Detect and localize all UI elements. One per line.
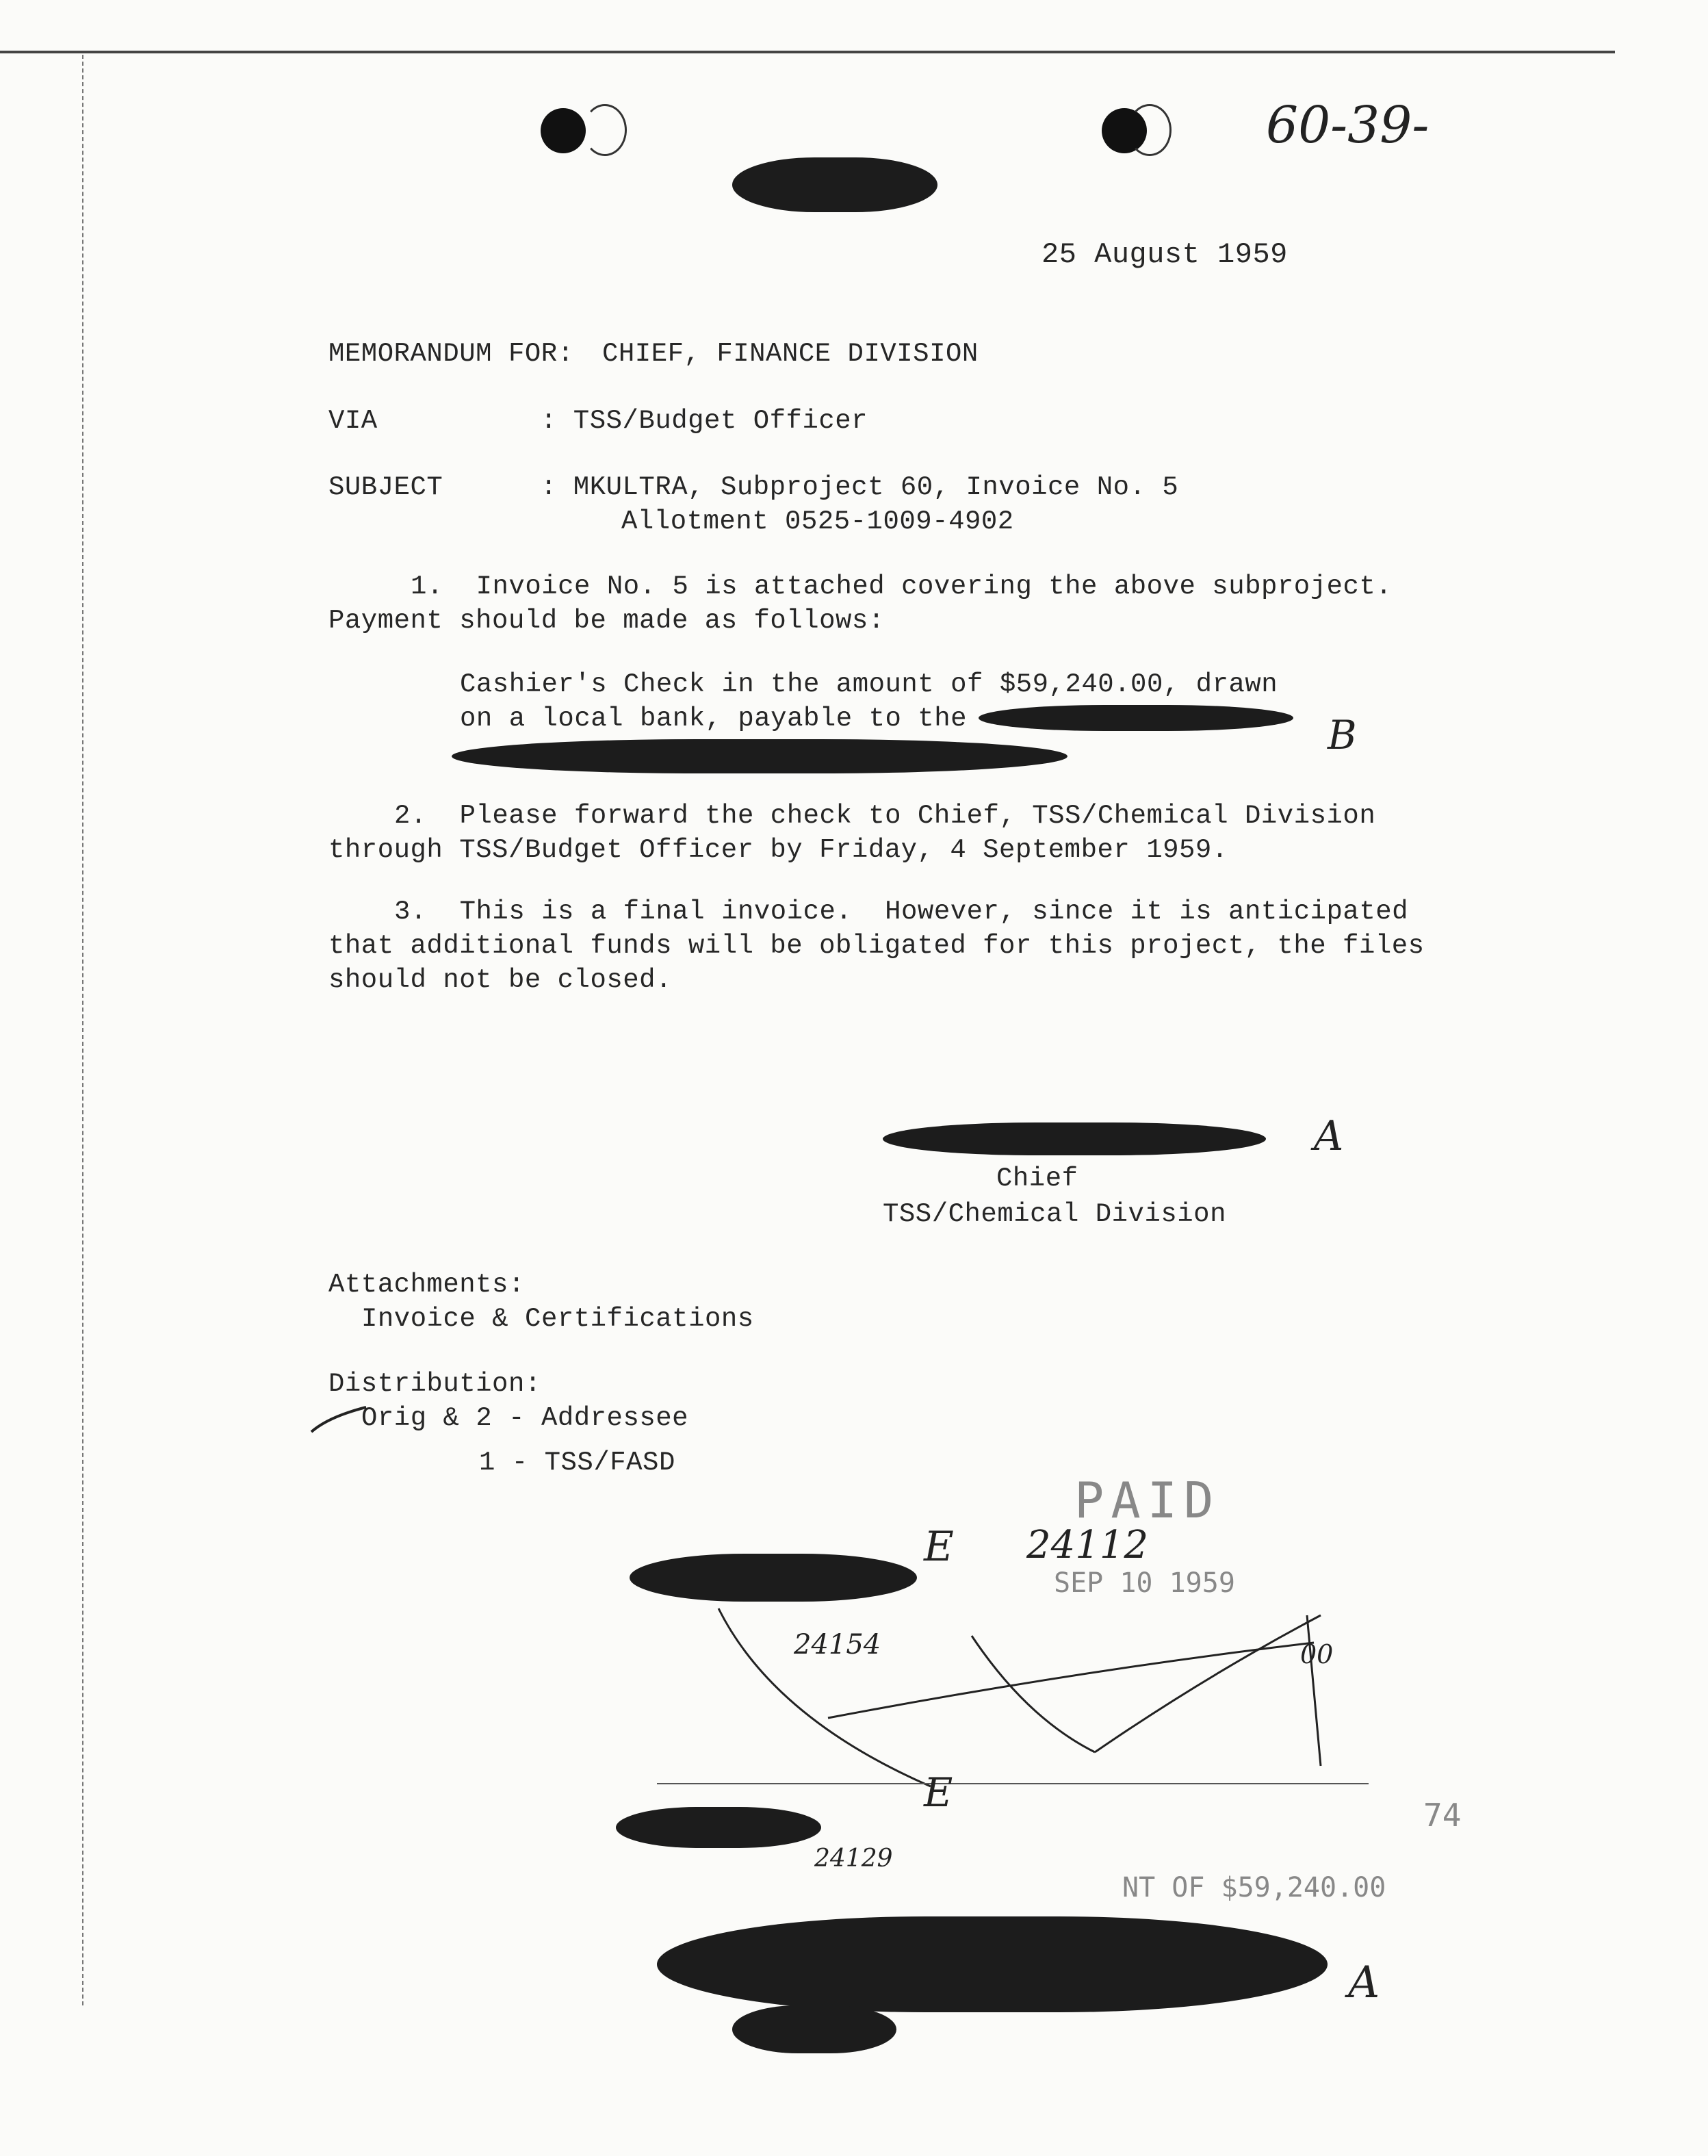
margin-mark-b: B <box>1328 712 1357 758</box>
memo-date: 25 August 1959 <box>1041 238 1288 271</box>
left-edge-line <box>82 55 83 2005</box>
redaction-payee-2 <box>452 739 1068 773</box>
paragraph-3-line2: that additional funds will be obligated for this project, the files <box>328 931 1425 961</box>
redaction-payee-1 <box>979 705 1293 731</box>
check-number-handwritten-1: 24154 <box>794 1629 881 1660</box>
margin-mark-e1: E <box>924 1523 954 1571</box>
punch-hole-right-rim <box>1128 104 1172 156</box>
paragraph-1-line1: 1. Invoice No. 5 is attached covering the above subproject. <box>411 572 1393 602</box>
crossout-lines <box>671 1595 1396 1800</box>
check-instruction-line2: on a local bank, payable to the <box>460 704 968 734</box>
stamp-amount-2: NT OF $59,240.00 <box>1122 1872 1386 1903</box>
via-value: : TSS/Budget Officer <box>541 406 868 436</box>
via-label: VIA <box>328 406 378 436</box>
paid-stamp: PAID <box>1074 1472 1221 1529</box>
check-instruction-line1: Cashier's Check in the amount of $59,240.00, drawn <box>460 669 1278 700</box>
redaction-lower-2 <box>657 1916 1328 2012</box>
checkmark-icon <box>308 1403 370 1437</box>
distribution-line1: Orig & 2 - Addressee <box>361 1403 689 1433</box>
attachments-item: Invoice & Certifications <box>361 1304 754 1334</box>
punch-hole-left <box>541 108 586 153</box>
redaction-lower-3 <box>732 2005 896 2053</box>
paragraph-2-line1: 2. Please forward the check to Chief, TSS/Chemical Division <box>394 801 1376 831</box>
subject-value-line2: Allotment 0525-1009-4902 <box>621 506 1014 537</box>
stamp-divider-line <box>657 1783 1369 1784</box>
file-number-handwritten: 60-39- <box>1266 96 1429 155</box>
subject-label: SUBJECT <box>328 472 443 502</box>
stamp-code: 74 <box>1423 1797 1462 1834</box>
redaction-signature <box>883 1122 1266 1155</box>
paragraph-2-line2: through TSS/Budget Officer by Friday, 4 September 1959. <box>328 835 1228 865</box>
margin-mark-a1: A <box>1314 1112 1344 1160</box>
paragraph-3-line3: should not be closed. <box>328 965 672 995</box>
check-number-handwritten-2: 24129 <box>814 1845 893 1873</box>
signature-title-division: TSS/Chemical Division <box>883 1199 1226 1229</box>
redaction-lower-1 <box>616 1807 821 1848</box>
margin-mark-a2: A <box>1348 1958 1380 2008</box>
attachments-label: Attachments: <box>328 1270 525 1300</box>
distribution-line2: 1 - TSS/FASD <box>479 1448 675 1478</box>
redaction-top <box>732 157 937 212</box>
punch-hole-left-rim <box>583 104 627 156</box>
paid-number-handwritten: 24112 <box>1026 1523 1149 1567</box>
paid-date-stamp: SEP 10 1959 <box>1054 1567 1235 1599</box>
memo-for-label: MEMORANDUM FOR: <box>328 339 574 369</box>
paragraph-3-line1: 3. This is a final invoice. However, since it is anticipated <box>394 897 1409 927</box>
margin-mark-e2: E <box>924 1769 953 1816</box>
signature-title-chief: Chief <box>996 1164 1078 1194</box>
stamp-amount-1: 00 <box>1300 1639 1334 1669</box>
top-edge-line <box>0 51 1615 53</box>
paragraph-1-line2: Payment should be made as follows: <box>328 606 885 636</box>
memo-for-value: CHIEF, FINANCE DIVISION <box>602 339 979 369</box>
subject-value-line1: : MKULTRA, Subproject 60, Invoice No. 5 <box>541 472 1179 502</box>
distribution-label: Distribution: <box>328 1369 541 1399</box>
